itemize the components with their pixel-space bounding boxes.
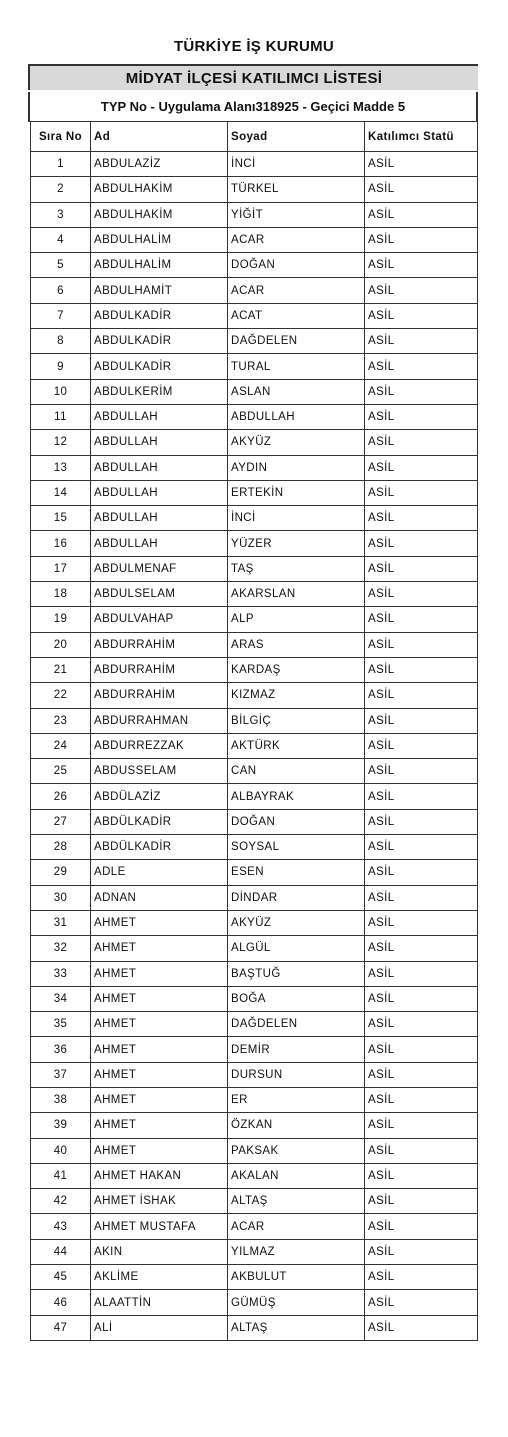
cell-ad: AKIN: [91, 1239, 228, 1264]
column-header-katilimci-statu: Katılımcı Statü: [365, 122, 478, 152]
cell-ad: ABDURRAHİM: [91, 683, 228, 708]
cell-ad: ABDUSSELAM: [91, 759, 228, 784]
cell-soyad: DOĞAN: [228, 253, 365, 278]
cell-ad: AHMET: [91, 1037, 228, 1062]
table-row: [31, 1163, 478, 1188]
cell-ad: ABDULKADİR: [91, 329, 228, 354]
cell-sira-no: 38: [31, 1087, 91, 1112]
cell-sira-no: 35: [31, 1012, 91, 1037]
cell-soyad: AKARSLAN: [228, 582, 365, 607]
table-row: [31, 303, 478, 328]
cell-sira-no: 26: [31, 784, 91, 809]
cell-ad: ABDURREZZAK: [91, 733, 228, 758]
cell-soyad: ALTAŞ: [228, 1189, 365, 1214]
cell-soyad: TÜRKEL: [228, 177, 365, 202]
table-row: [31, 708, 478, 733]
table-row: [31, 152, 478, 177]
table-row: [31, 1087, 478, 1112]
cell-statu: ASİL: [365, 784, 478, 809]
cell-sira-no: 34: [31, 986, 91, 1011]
cell-sira-no: 11: [31, 404, 91, 429]
cell-sira-no: 16: [31, 531, 91, 556]
cell-statu: ASİL: [365, 936, 478, 961]
cell-sira-no: 19: [31, 607, 91, 632]
cell-ad: ABDÜLKADİR: [91, 835, 228, 860]
cell-sira-no: 31: [31, 910, 91, 935]
table-row: [31, 733, 478, 758]
cell-soyad: BAŞTUĞ: [228, 961, 365, 986]
cell-soyad: KIZMAZ: [228, 683, 365, 708]
cell-soyad: AKBULUT: [228, 1265, 365, 1290]
cell-sira-no: 32: [31, 936, 91, 961]
cell-ad: AHMET MUSTAFA: [91, 1214, 228, 1239]
cell-soyad: İNCİ: [228, 152, 365, 177]
cell-sira-no: 42: [31, 1189, 91, 1214]
cell-statu: ASİL: [365, 1290, 478, 1315]
cell-soyad: DAĞDELEN: [228, 1012, 365, 1037]
table-row: [31, 404, 478, 429]
cell-ad: ABDULHAMİT: [91, 278, 228, 303]
cell-ad: ABDURRAHMAN: [91, 708, 228, 733]
cell-statu: ASİL: [365, 227, 478, 252]
cell-soyad: AYDIN: [228, 455, 365, 480]
cell-sira-no: 1: [31, 152, 91, 177]
cell-sira-no: 24: [31, 733, 91, 758]
cell-soyad: BOĞA: [228, 986, 365, 1011]
cell-soyad: KARDAŞ: [228, 657, 365, 682]
cell-statu: ASİL: [365, 809, 478, 834]
cell-statu: ASİL: [365, 607, 478, 632]
table-row: [31, 556, 478, 581]
table-row: [31, 784, 478, 809]
cell-statu: ASİL: [365, 329, 478, 354]
cell-sira-no: 15: [31, 506, 91, 531]
cell-statu: ASİL: [365, 404, 478, 429]
cell-ad: ABDULLAH: [91, 531, 228, 556]
cell-statu: ASİL: [365, 430, 478, 455]
cell-sira-no: 10: [31, 379, 91, 404]
cell-statu: ASİL: [365, 733, 478, 758]
cell-sira-no: 45: [31, 1265, 91, 1290]
table-row: [31, 582, 478, 607]
cell-soyad: GÜMÜŞ: [228, 1290, 365, 1315]
cell-sira-no: 2: [31, 177, 91, 202]
cell-sira-no: 23: [31, 708, 91, 733]
cell-sira-no: 22: [31, 683, 91, 708]
cell-sira-no: 18: [31, 582, 91, 607]
table-row: [31, 607, 478, 632]
table-row: [31, 480, 478, 505]
cell-sira-no: 28: [31, 835, 91, 860]
table-row: [31, 1315, 478, 1340]
cell-statu: ASİL: [365, 278, 478, 303]
cell-soyad: YÜZER: [228, 531, 365, 556]
table-row: [31, 1239, 478, 1264]
table-row: [31, 910, 478, 935]
table-row: [31, 253, 478, 278]
cell-soyad: TURAL: [228, 354, 365, 379]
cell-sira-no: 14: [31, 480, 91, 505]
cell-ad: ABDULKERİM: [91, 379, 228, 404]
table-row: [31, 885, 478, 910]
cell-statu: ASİL: [365, 556, 478, 581]
cell-statu: ASİL: [365, 1037, 478, 1062]
cell-ad: ABDULLAH: [91, 430, 228, 455]
cell-statu: ASİL: [365, 632, 478, 657]
cell-sira-no: 47: [31, 1315, 91, 1340]
cell-ad: AHMET: [91, 1113, 228, 1138]
cell-ad: AKLİME: [91, 1265, 228, 1290]
cell-soyad: ALP: [228, 607, 365, 632]
table-row: [31, 531, 478, 556]
table-row: [31, 936, 478, 961]
cell-sira-no: 33: [31, 961, 91, 986]
cell-statu: ASİL: [365, 1239, 478, 1264]
table-row: [31, 430, 478, 455]
cell-statu: ASİL: [365, 354, 478, 379]
cell-soyad: ALGÜL: [228, 936, 365, 961]
cell-soyad: DOĞAN: [228, 809, 365, 834]
cell-sira-no: 41: [31, 1163, 91, 1188]
cell-ad: ABDULHAKİM: [91, 202, 228, 227]
cell-statu: ASİL: [365, 835, 478, 860]
cell-sira-no: 36: [31, 1037, 91, 1062]
table-row: [31, 657, 478, 682]
cell-ad: ABDÜLKADİR: [91, 809, 228, 834]
cell-soyad: YILMAZ: [228, 1239, 365, 1264]
cell-statu: ASİL: [365, 910, 478, 935]
cell-ad: ABDULKADİR: [91, 303, 228, 328]
table-row: [31, 683, 478, 708]
document-title: TÜRKİYE İŞ KURUMU: [173, 38, 335, 55]
cell-sira-no: 21: [31, 657, 91, 682]
cell-statu: ASİL: [365, 885, 478, 910]
cell-ad: ABDULVAHAP: [91, 607, 228, 632]
table-row: [31, 759, 478, 784]
cell-soyad: AKALAN: [228, 1163, 365, 1188]
cell-sira-no: 3: [31, 202, 91, 227]
cell-ad: AHMET: [91, 986, 228, 1011]
subtitle-text: MİDYAT İLÇESİ KATILIMCI LİSTESİ: [125, 69, 383, 87]
table-row: [31, 506, 478, 531]
cell-ad: AHMET: [91, 961, 228, 986]
table-row: [31, 1138, 478, 1163]
cell-soyad: AKYÜZ: [228, 910, 365, 935]
cell-statu: ASİL: [365, 1062, 478, 1087]
cell-sira-no: 4: [31, 227, 91, 252]
cell-statu: ASİL: [365, 455, 478, 480]
cell-statu: ASİL: [365, 1265, 478, 1290]
cell-soyad: ERTEKİN: [228, 480, 365, 505]
cell-soyad: ESEN: [228, 860, 365, 885]
table-row: [31, 202, 478, 227]
table-row: [31, 379, 478, 404]
table-row: [31, 278, 478, 303]
cell-sira-no: 6: [31, 278, 91, 303]
cell-statu: ASİL: [365, 379, 478, 404]
cell-ad: ADLE: [91, 860, 228, 885]
cell-statu: ASİL: [365, 202, 478, 227]
cell-statu: ASİL: [365, 531, 478, 556]
participant-table: [30, 121, 478, 1341]
cell-statu: ASİL: [365, 177, 478, 202]
column-header-sira-no: Sıra No: [31, 122, 91, 152]
cell-ad: ADNAN: [91, 885, 228, 910]
table-row: [31, 329, 478, 354]
cell-statu: ASİL: [365, 961, 478, 986]
program-info-text: TYP No - Uygulama Alanı318925 - Geçici Madde 5: [100, 99, 406, 114]
table-row: [31, 860, 478, 885]
cell-statu: ASİL: [365, 480, 478, 505]
cell-ad: AHMET: [91, 1087, 228, 1112]
cell-ad: ABDULHALİM: [91, 227, 228, 252]
cell-soyad: ÖZKAN: [228, 1113, 365, 1138]
cell-soyad: BİLGİÇ: [228, 708, 365, 733]
cell-soyad: TAŞ: [228, 556, 365, 581]
cell-soyad: ALBAYRAK: [228, 784, 365, 809]
cell-statu: ASİL: [365, 1189, 478, 1214]
table-row: [31, 961, 478, 986]
cell-sira-no: 40: [31, 1138, 91, 1163]
cell-statu: ASİL: [365, 152, 478, 177]
table-row: [31, 227, 478, 252]
cell-soyad: ACAR: [228, 278, 365, 303]
cell-sira-no: 44: [31, 1239, 91, 1264]
cell-soyad: DİNDAR: [228, 885, 365, 910]
cell-sira-no: 17: [31, 556, 91, 581]
cell-ad: AHMET: [91, 1062, 228, 1087]
cell-statu: ASİL: [365, 1315, 478, 1340]
column-header-ad: Ad: [91, 122, 228, 152]
cell-statu: ASİL: [365, 1012, 478, 1037]
cell-soyad: ABDULLAH: [228, 404, 365, 429]
cell-soyad: ER: [228, 1087, 365, 1112]
cell-sira-no: 5: [31, 253, 91, 278]
table-row: [31, 1265, 478, 1290]
cell-statu: ASİL: [365, 708, 478, 733]
table-row: [31, 835, 478, 860]
cell-statu: ASİL: [365, 1113, 478, 1138]
cell-sira-no: 8: [31, 329, 91, 354]
cell-statu: ASİL: [365, 1163, 478, 1188]
table-row: [31, 1189, 478, 1214]
table-row: [31, 354, 478, 379]
table-row: [31, 632, 478, 657]
cell-ad: ABDULSELAM: [91, 582, 228, 607]
cell-soyad: ACAR: [228, 1214, 365, 1239]
cell-ad: ABDULHALİM: [91, 253, 228, 278]
cell-ad: ABDURRAHİM: [91, 657, 228, 682]
cell-ad: ABDULLAH: [91, 455, 228, 480]
cell-statu: ASİL: [365, 1138, 478, 1163]
table-row: [31, 1062, 478, 1087]
cell-ad: ABDULLAH: [91, 480, 228, 505]
cell-ad: ABDULLAH: [91, 506, 228, 531]
cell-ad: AHMET: [91, 1138, 228, 1163]
cell-statu: ASİL: [365, 986, 478, 1011]
cell-soyad: ARAS: [228, 632, 365, 657]
cell-ad: ABDULAZİZ: [91, 152, 228, 177]
cell-soyad: AKYÜZ: [228, 430, 365, 455]
cell-statu: ASİL: [365, 683, 478, 708]
cell-ad: ABDULMENAF: [91, 556, 228, 581]
cell-ad: ALAATTİN: [91, 1290, 228, 1315]
table-row: [31, 1214, 478, 1239]
cell-soyad: İNCİ: [228, 506, 365, 531]
cell-statu: ASİL: [365, 657, 478, 682]
cell-ad: AHMET İSHAK: [91, 1189, 228, 1214]
cell-sira-no: 43: [31, 1214, 91, 1239]
table-row: [31, 1012, 478, 1037]
cell-statu: ASİL: [365, 506, 478, 531]
cell-soyad: AKTÜRK: [228, 733, 365, 758]
table-row: [31, 1290, 478, 1315]
cell-ad: ABDULLAH: [91, 404, 228, 429]
table-row: [31, 809, 478, 834]
cell-sira-no: 39: [31, 1113, 91, 1138]
cell-sira-no: 29: [31, 860, 91, 885]
cell-ad: ABDÜLAZİZ: [91, 784, 228, 809]
cell-statu: ASİL: [365, 1214, 478, 1239]
cell-statu: ASİL: [365, 759, 478, 784]
cell-ad: ALİ: [91, 1315, 228, 1340]
cell-soyad: SOYSAL: [228, 835, 365, 860]
table-row: [31, 986, 478, 1011]
cell-sira-no: 13: [31, 455, 91, 480]
cell-statu: ASİL: [365, 303, 478, 328]
cell-statu: ASİL: [365, 860, 478, 885]
cell-soyad: ALTAŞ: [228, 1315, 365, 1340]
cell-soyad: ASLAN: [228, 379, 365, 404]
cell-sira-no: 46: [31, 1290, 91, 1315]
cell-sira-no: 30: [31, 885, 91, 910]
cell-sira-no: 25: [31, 759, 91, 784]
cell-ad: ABDULHAKİM: [91, 177, 228, 202]
cell-soyad: DEMİR: [228, 1037, 365, 1062]
cell-sira-no: 27: [31, 809, 91, 834]
program-info: [28, 92, 478, 122]
cell-ad: AHMET: [91, 910, 228, 935]
cell-statu: ASİL: [365, 582, 478, 607]
cell-ad: ABDURRAHİM: [91, 632, 228, 657]
cell-soyad: DURSUN: [228, 1062, 365, 1087]
cell-sira-no: 20: [31, 632, 91, 657]
cell-ad: AHMET: [91, 1012, 228, 1037]
table-row: [31, 1037, 478, 1062]
table-row: [31, 455, 478, 480]
cell-ad: ABDULKADİR: [91, 354, 228, 379]
table-row: [31, 1113, 478, 1138]
cell-sira-no: 37: [31, 1062, 91, 1087]
cell-soyad: ACAR: [228, 227, 365, 252]
table-header-row: [31, 122, 478, 152]
cell-sira-no: 7: [31, 303, 91, 328]
cell-soyad: YİĞİT: [228, 202, 365, 227]
column-header-soyad: Soyad: [228, 122, 365, 152]
cell-sira-no: 9: [31, 354, 91, 379]
cell-soyad: PAKSAK: [228, 1138, 365, 1163]
cell-soyad: DAĞDELEN: [228, 329, 365, 354]
cell-soyad: ACAT: [228, 303, 365, 328]
cell-ad: AHMET: [91, 936, 228, 961]
document-subtitle: [28, 64, 478, 90]
cell-ad: AHMET HAKAN: [91, 1163, 228, 1188]
cell-soyad: CAN: [228, 759, 365, 784]
table-row: [31, 177, 478, 202]
cell-statu: ASİL: [365, 1087, 478, 1112]
cell-statu: ASİL: [365, 253, 478, 278]
cell-sira-no: 12: [31, 430, 91, 455]
